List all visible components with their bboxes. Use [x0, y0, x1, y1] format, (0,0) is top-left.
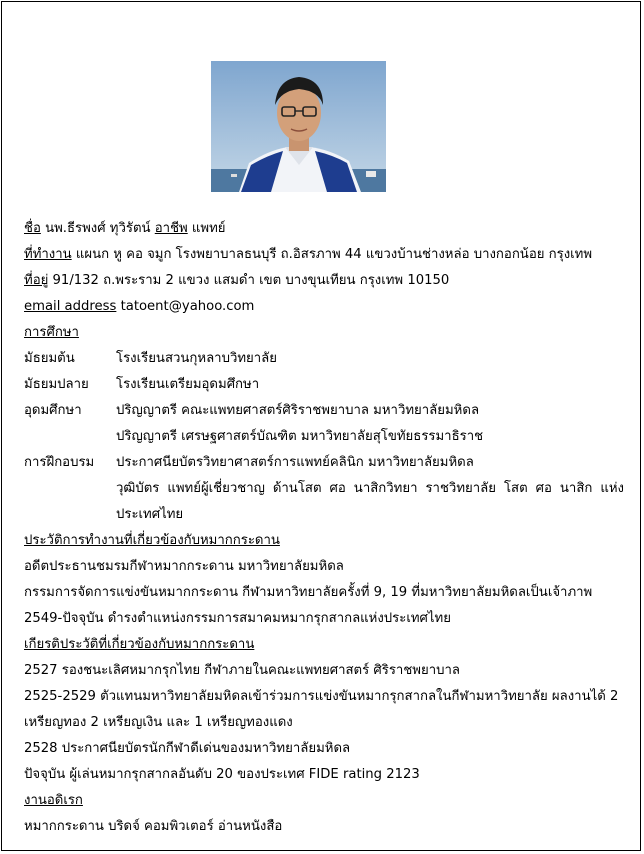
education-value: ปริญญาตรี เศรษฐศาสตร์บัณฑิต มหาวิทยาลัยสุโขทัยธรรมาธิราช [116, 429, 484, 444]
work-history-item: กรรมการจัดการแข่งขันหมากกระดาน กีฬามหาวิทยาลัยครั้งที่ 9, 19 ที่มหาวิทยาลัยมหิดลเป็นเจ้าภาพ [24, 585, 593, 600]
work-label: ที่ทำงาน [24, 247, 72, 262]
hobbies-text: หมากกระดาน บริดจ์ คอมพิวเตอร์ อ่านหนังสือ [24, 819, 283, 834]
education-label [24, 424, 116, 450]
name-value: นพ.ธีรพงศ์ ทุวิรัตน์ [40, 221, 155, 236]
honors-item: 2528 ประกาศนียบัตรนักกีฬาดีเด่นของมหาวิทยาลัยมหิดล [24, 741, 351, 756]
work-history-heading: ประวัติการทำงานที่เกี่ยวข้องกับหมากกระดาน [24, 533, 280, 548]
email-value[interactable]: tatoent@yahoo.com [116, 299, 255, 314]
work-line [24, 242, 624, 268]
education-row [24, 372, 624, 398]
work-history-item: อดีตประธานชมรมกีฬาหมากกระดาน มหาวิทยาลัยมหิดล [24, 559, 344, 574]
address-value: 91/132 ถ.พระราม 2 แขวง แสมดำ เขต บางขุนเทียน กรุงเทพ 10150 [48, 273, 450, 288]
training-line-3: ประเทศไทย [116, 507, 184, 522]
education-row [24, 424, 624, 450]
honors-item: ปัจจุบัน ผู้เล่นหมากรุกสากลอันดับ 20 ของประเทศ FIDE rating 2123 [24, 767, 420, 782]
education-value: ปริญญาตรี คณะแพทยศาสตร์ศิริราชพยาบาล มหาวิทยาลัยมหิดล [116, 403, 480, 418]
name-label: ชื่อ [24, 221, 41, 236]
name-line [24, 216, 624, 242]
work-history-item: 2549-ปัจจุบัน ดำรงตำแหน่งกรรมการสมาคมหมากรุกสากลแห่งประเทศไทย [24, 611, 451, 626]
education-value: โรงเรียนสวนกุหลาบวิทยาลัย [116, 351, 277, 366]
education-label: การฝึกอบรม [24, 455, 95, 470]
honors-item: 2527 รองชนะเลิศหมากรุกไทย กีฬาภายในคณะแพทยศาสตร์ ศิริราชพยาบาล [24, 663, 460, 678]
honors-item: 2525-2529 ตัวแทนมหาวิทยาลัยมหิดลเข้าร่วมการแข่งขันหมากรุกสากลในกีฬามหาวิทยาลัย ผลงานได้ 2 [24, 689, 619, 704]
education-label: มัธยมต้น [24, 351, 75, 366]
education-row [24, 346, 624, 372]
education-label: อุดมศึกษา [24, 403, 82, 418]
training-line-2: วุฒิบัตร แพทย์ผู้เชี่ยวชาญ ด้านโสต ศอ นาสิกวิทยา ราชวิทยาลัย โสต ศอ นาสิก แห่ง [116, 481, 624, 496]
occupation-label: อาชีพ [154, 221, 188, 236]
honors-heading: เกียรติประวัติที่เกี่ยวข้องกับหมากกระดาน [24, 637, 255, 652]
profile-photo [211, 61, 386, 192]
email-label: email address [24, 299, 117, 314]
occupation-value: แพทย์ [187, 221, 226, 236]
education-row [24, 398, 624, 424]
education-value: ประกาศนียบัตรวิทยาศาสตร์การแพทย์คลินิก มหาวิทยาลัยมหิดล [116, 455, 474, 470]
email-line [24, 294, 624, 320]
address-line [24, 268, 624, 294]
education-label: มัธยมปลาย [24, 377, 89, 392]
education-row [24, 450, 624, 476]
education-value: โรงเรียนเตรียมอุดมศึกษา [116, 377, 260, 392]
honors-item-continued: เหรียญทอง 2 เหรียญเงิน และ 1 เหรียญทองแดง [24, 715, 293, 730]
resume-content [24, 216, 624, 840]
address-label: ที่อยู่ [24, 273, 49, 288]
hobbies-heading: งานอดิเรก [24, 793, 83, 808]
education-heading: การศึกษา [24, 325, 79, 340]
work-value: แผนก หู คอ จมูก โรงพยาบาลธนบุรี ถ.อิสรภาพ 44 แขวงบ้านช่างหล่อ บางกอกน้อย กรุงเทพ [71, 247, 593, 262]
